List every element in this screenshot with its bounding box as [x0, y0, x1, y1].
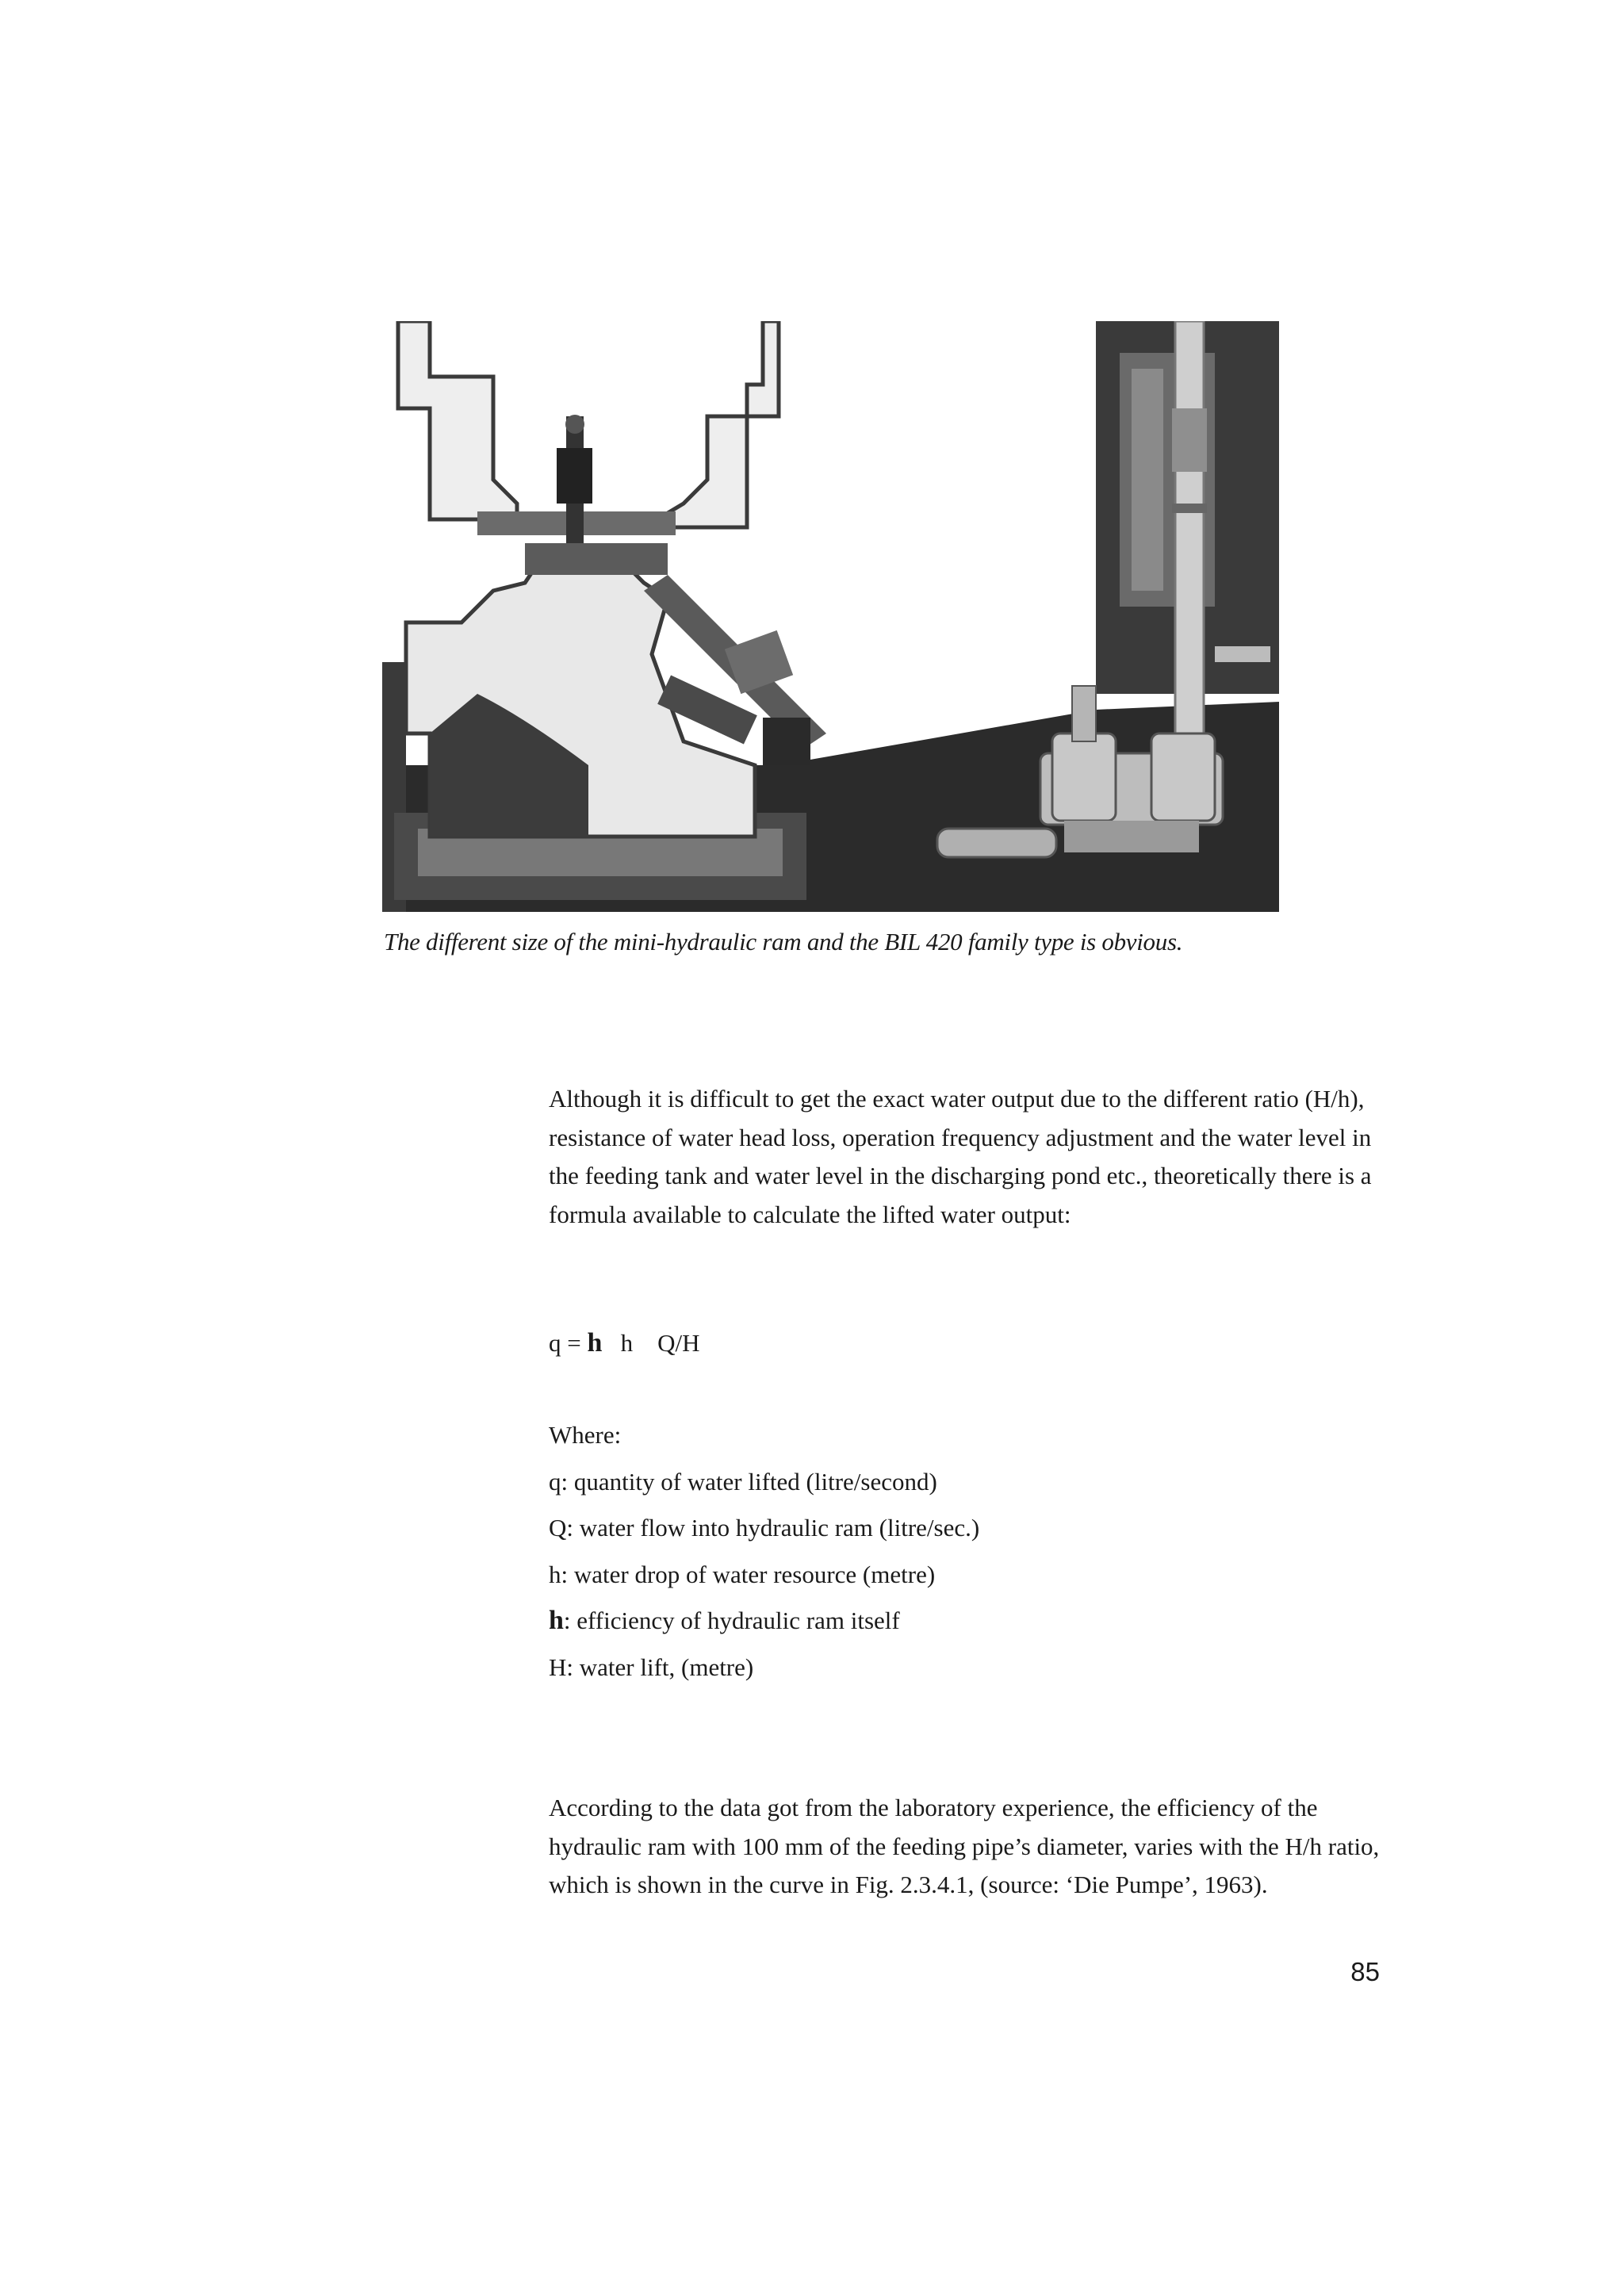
figure-caption: The different size of the mini-hydraulic ram and the BIL 420 family type is obvious.: [384, 928, 1183, 956]
definition-text: h: water drop of water resource (metre): [549, 1560, 936, 1588]
definition-H: [549, 1652, 979, 1698]
hydraulic-ram-photo-illustration: [382, 321, 1279, 912]
variable-definitions: [549, 1419, 979, 1698]
definition-q: [549, 1466, 979, 1513]
definition-text: Q: water flow into hydraulic ram (litre/sec.): [549, 1514, 980, 1541]
definition-text: : efficiency of hydraulic ram itself: [563, 1607, 900, 1634]
formula-eta-symbol: h: [587, 1328, 603, 1358]
definition-text: H: water lift, (metre): [549, 1653, 754, 1681]
definition-eta: [549, 1605, 979, 1652]
formula-lhs: q =: [549, 1329, 588, 1357]
efficiency-formula: [549, 1327, 700, 1359]
paragraph-efficiency: According to the data got from the laboratory experience, the efficiency of the hydraulic ram with 100 mm of the feeding pipe’s diameter, varies with the H/h ratio, which is shown in the curve in Fig. 2.3.4.1, (source: ‘Die Pumpe’, 1963).: [549, 1794, 1380, 1898]
formula-rest: h Q/H: [602, 1329, 700, 1357]
page-number: 85: [1350, 1957, 1380, 1986]
definition-h: [549, 1559, 979, 1606]
definition-text: q: quantity of water lifted (litre/second): [549, 1467, 937, 1496]
hydraulic-ram-photo: [382, 321, 1279, 912]
definition-Q: [549, 1512, 979, 1559]
definition-symbol: h: [549, 1606, 564, 1635]
where-heading: Where:: [549, 1421, 622, 1449]
paragraph-intro: Although it is difficult to get the exact water output due to the different ratio (H/h), resistance of water head loss, operation frequency adjustment and the water level in the feeding tank and water level in the discharging pond etc., theoretically there is a formula available to calculate the lifted water output:: [549, 1085, 1372, 1228]
